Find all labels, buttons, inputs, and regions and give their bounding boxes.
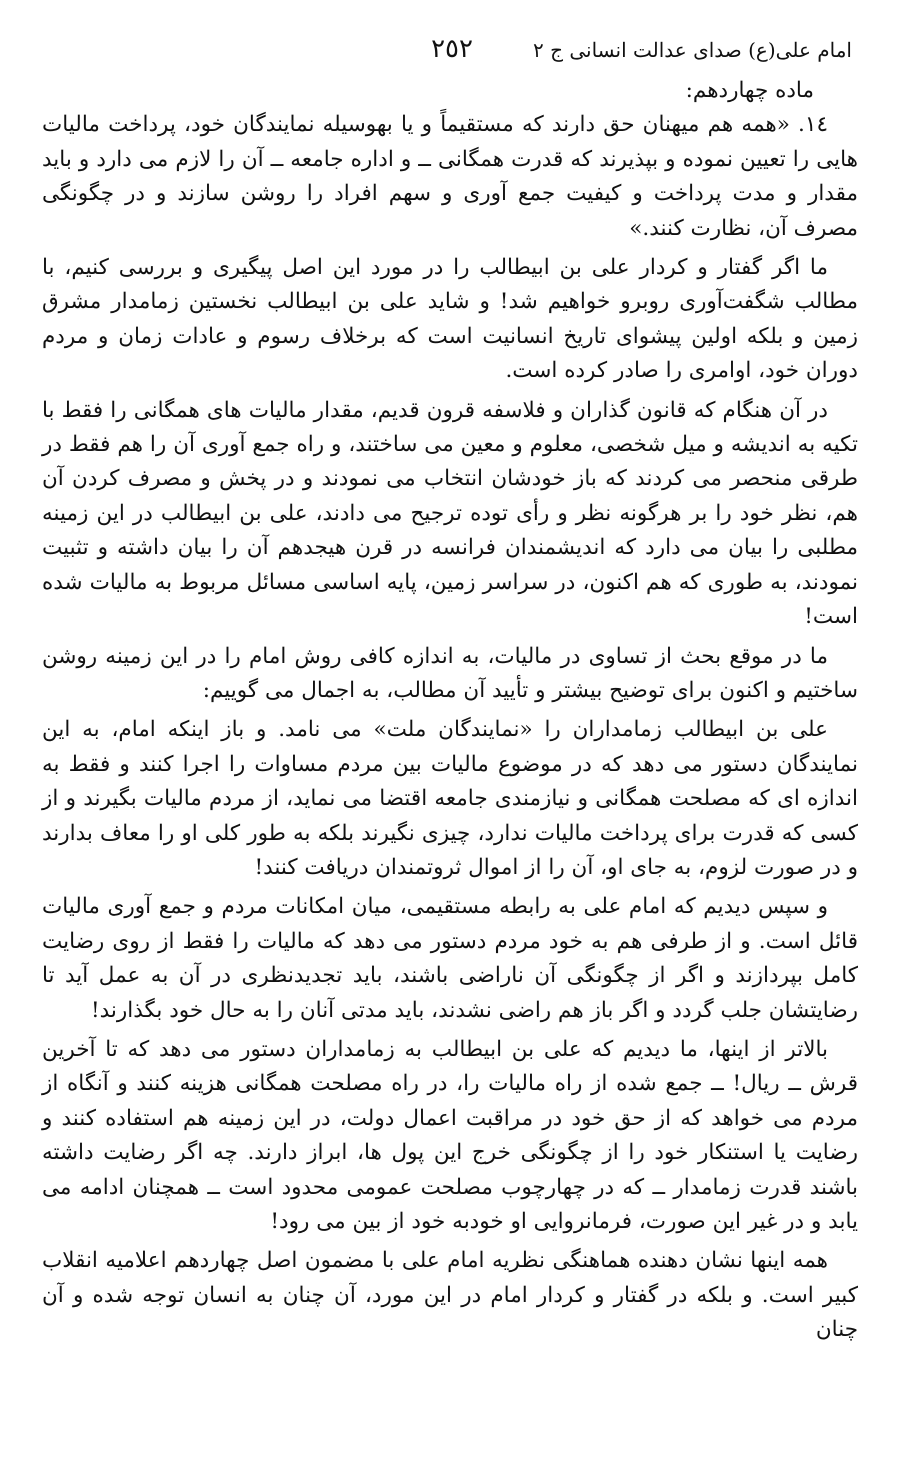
body-text [42,74,858,1348]
paragraph: علی بن ابیطالب زمامداران را «نمایندگان ملت» می نامد. و باز اینکه امام، به این نمایندگان دستور می دهد که در موضوع مالیات بین مردم مساوات را اجرا کنند و فقط به اندازه ای که مصلحت همگانی و نیازمندی جامعه اقتضا می نماید، از مردم مالیات بگیرند و از کسی که قدرت برای پرداخت مالیات ندارد، چیزی نگیرند بلکه به طور کلی او را معاف بدارند و در صورت لزوم، به جای او، آن را از اموال ثروتمندان دریافت کنند! [42,717,858,880]
paragraph: در آن هنگام که قانون گذاران و فلاسفه قرون قدیم، مقدار مالیات های همگانی را فقط با تکیه به اندیشه و میل شخصی، معلوم و معین می ساختند، و راه جمع آوری آن را هم فقط در طرقی منحصر می کردند که باز خودشان انتخاب می نمودند و در پخش و مصرف کردن آن هم، نظر خود را بر هرگونه نظر و رأی توده ترجیح می دادند، علی بن ابیطالب در این زمینه مطلبی را بیان می دارد که اندیشمندان فرانسه در قرن هیجدهم آن را بیان داشته و تثبیت نمودند، به طوری که هم اکنون، در سراسر زمین، پایه اساسی مسائل مربوط به مالیات شده است! [42,397,858,630]
article-quote-paragraph: ١٤. «همه هم میهنان حق دارند که مستقیماً و یا بهوسیله نمایندگان خود، پرداخت مالیات هایی را تعیین نموده و بپذیرند که قدرت همگانی ــ و اداره جامعه ــ آن را لازم می دارد و باید مقدار و مدت پرداخت و کیفیت جمع آوری و سهم افراد را روشن سازند و در چگونگی مصرف آن، نظارت کنند.» [42,112,858,241]
page-header [42,32,858,74]
article-heading: ماده چهاردهم: [685,78,814,103]
running-title: امام علی(ع) صدای عدالت انسانی ج ٢ [532,38,852,62]
paragraph: همه اینها نشان دهنده هماهنگی نظریه امام علی با مضمون اصل چهاردهم اعلامیه انقلاب کبیر است. و بلکه در گفتار و کردار امام در این مورد، آن چنان به انسان توجه شده و آن چنان [42,1248,858,1343]
paragraph: ما اگر گفتار و کردار علی بن ابیطالب را در مورد این اصل پیگیری و بررسی کنیم، با مطالب شگفت‌آوری روبرو خواهیم شد! و شاید علی بن ابیطالب نخستین زمامدار مشرق زمین و بلکه اولین پیشوای تاریخ انسانیت است که برخلاف رسوم و عادات زمان و مردم دوران خود، اوامری را صادر کرده است. [42,255,858,384]
paragraph: بالاتر از اینها، ما دیدیم که علی بن ابیطالب به زمامداران دستور می دهد که تا آخرین قرش ــ ریال! ــ جمع شده از راه مالیات را، در راه مصلحت همگانی هزینه کنند و آنگاه از مردم می خواهد که از حق خود در مراقبت اعمال دولت، در این زمینه هم استفاده کنند و رضایت یا استنکار خود را از چگونگی خرج این پول ها، ابراز دارند. چه اگر رضایت داشته باشند قدرت زمامدار ــ که در چهارچوب مصلحت عمومی محدود است ــ همچنان ادامه می یابد و در غیر این صورت، فرمانروایی او خودبه خود از بین می رود! [42,1036,858,1234]
paragraph: ما در موقع بحث از تساوی در مالیات، به اندازه کافی روش امام را در این زمینه روشن ساختیم و اکنون برای توضیح بیشتر و تأیید آن مطالب، به اجمال می گوییم: [42,643,858,703]
page-number: ٢٥٢ [431,34,473,64]
paragraph: و سپس دیدیم که امام علی به رابطه مستقیمی، میان امکانات مردم و جمع آوری مالیات قائل است. و از طرفی هم به خود مردم دستور می دهد که مالیات را فقط از روی رضایت کامل بپردازند و اگر از چگونگی آن ناراضی باشند، باید تجدیدنظری در آن به عمل آید تا رضایتشان جلب گردد و اگر باز هم راضی نشدند، باید مدتی آنان را به حال خود بگذارند! [42,894,858,1023]
